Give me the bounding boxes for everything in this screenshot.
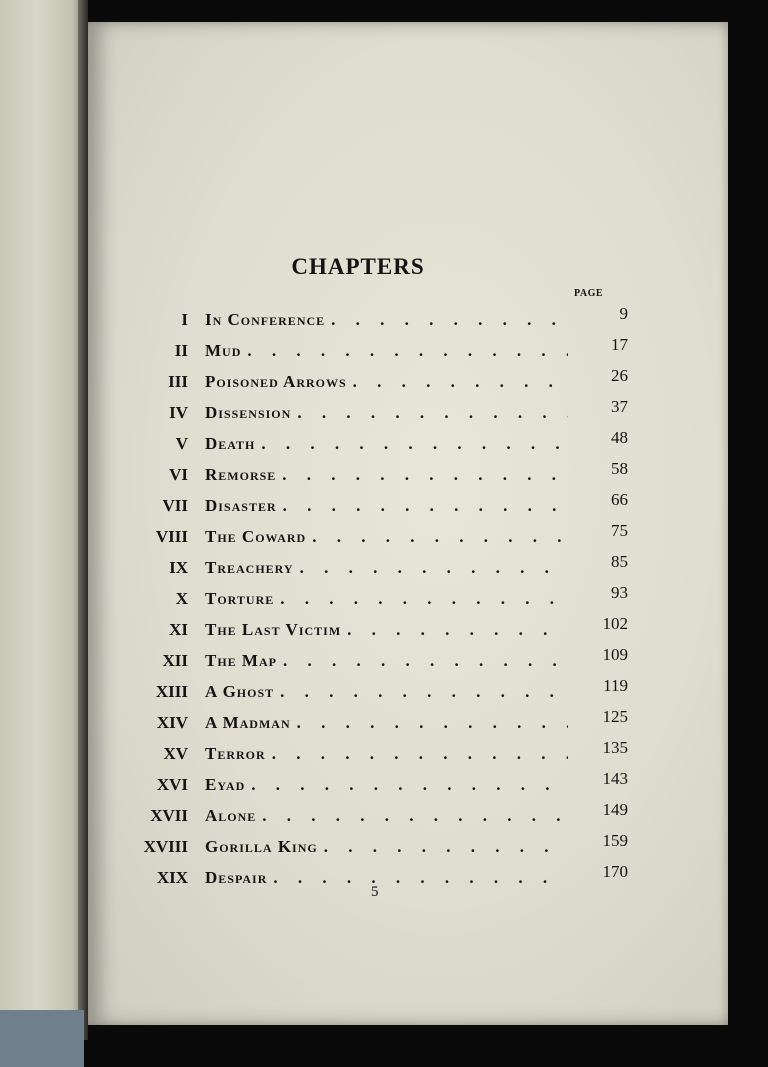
chapter-row (128, 645, 628, 676)
chapter-row (128, 769, 628, 800)
dot-leader (291, 713, 568, 733)
chapter-page: 66 (611, 490, 628, 509)
chapter-number: XIX (156, 868, 188, 887)
chapter-title-cell (205, 868, 568, 888)
chapter-page: 149 (602, 800, 628, 819)
chapter-title-cell (205, 465, 568, 485)
chapter-title: Disaster (205, 496, 277, 515)
chapter-row (128, 521, 628, 552)
chapter-title-cell (205, 713, 568, 733)
chapter-page: 17 (611, 335, 628, 354)
chapter-row (128, 800, 628, 831)
chapter-row (128, 428, 628, 459)
dot-leader (274, 589, 568, 609)
chapter-title-cell (205, 651, 568, 671)
chapter-row (128, 366, 628, 397)
chapter-page: 119 (603, 676, 628, 695)
chapter-number: III (168, 372, 188, 391)
chapter-title: Mud (205, 341, 242, 360)
chapter-row (128, 831, 628, 862)
chapter-number: XVIII (143, 837, 188, 856)
chapter-row (128, 335, 628, 366)
dot-leader (291, 403, 568, 423)
chapter-title: Gorilla King (205, 837, 318, 856)
chapter-title: Dissension (205, 403, 292, 422)
dot-leader (274, 682, 568, 702)
chapter-number: XIV (156, 713, 188, 732)
toc-heading: CHAPTERS (291, 254, 425, 279)
chapter-page: 48 (611, 428, 628, 447)
chapter-row (128, 397, 628, 428)
chapter-title: Treachery (205, 558, 294, 577)
chapter-page: 125 (602, 707, 628, 726)
chapter-page: 102 (602, 614, 628, 633)
chapter-title-cell (205, 837, 568, 857)
chapter-row (128, 614, 628, 645)
chapter-title-cell (205, 620, 568, 640)
chapter-title-cell (205, 341, 568, 361)
chapter-number: XVI (156, 775, 188, 794)
page-number: 5 (371, 884, 379, 900)
dot-leader (256, 806, 568, 826)
chapter-page: 37 (611, 397, 628, 416)
chapter-title: Death (205, 434, 256, 453)
chapter-number: V (175, 434, 188, 453)
chapter-title-cell (205, 403, 568, 423)
chapter-page: 159 (602, 831, 628, 850)
chapter-page: 135 (602, 738, 628, 757)
chapter-number: X (175, 589, 188, 608)
book-spine (0, 0, 80, 1040)
chapter-list (128, 304, 628, 893)
page-column-header: PAGE (574, 288, 604, 299)
chapter-number: XIII (155, 682, 188, 701)
chapter-row (128, 304, 628, 335)
chapter-title: Eyad (205, 775, 246, 794)
dot-leader (341, 620, 568, 640)
chapter-title: A Madman (205, 713, 291, 732)
chapter-page: 170 (602, 862, 628, 881)
dot-leader (276, 465, 568, 485)
dot-leader (277, 496, 568, 516)
chapter-title-cell (205, 372, 568, 392)
chapter-title-cell (205, 310, 568, 330)
chapter-row (128, 583, 628, 614)
chapter-number: IX (169, 558, 188, 577)
chapter-title-cell (205, 775, 568, 795)
chapter-number: VII (162, 496, 188, 515)
chapter-title-cell (205, 589, 568, 609)
page-gutter-shadow (78, 0, 88, 1040)
chapter-title-cell (205, 527, 568, 547)
dot-leader (277, 651, 568, 671)
chapter-row (128, 552, 628, 583)
chapter-title: Alone (205, 806, 257, 825)
dot-leader (294, 558, 568, 578)
chapter-title: A Ghost (205, 682, 275, 701)
chapter-number: VIII (155, 527, 188, 546)
chapter-title: The Last Victim (205, 620, 342, 639)
chapter-title: Poisoned Arrows (205, 372, 347, 391)
chapter-page: 75 (611, 521, 628, 540)
chapter-title-cell (205, 558, 568, 578)
chapter-row (128, 459, 628, 490)
dot-leader (266, 744, 568, 764)
chapter-number: XVII (150, 806, 188, 825)
chapter-row (128, 490, 628, 521)
chapter-title: The Coward (205, 527, 307, 546)
chapter-title: Torture (205, 589, 275, 608)
book-cover-edge (0, 1010, 84, 1067)
chapter-title: Remorse (205, 465, 277, 484)
chapter-title-cell (205, 496, 568, 516)
dot-leader (267, 868, 568, 888)
chapter-page: 143 (602, 769, 628, 788)
dot-leader (318, 837, 568, 857)
chapter-page: 85 (611, 552, 628, 571)
chapter-title-cell (205, 806, 568, 826)
dot-leader (241, 341, 568, 361)
chapter-title: The Map (205, 651, 277, 670)
dot-leader (325, 310, 568, 330)
chapter-page: 26 (611, 366, 628, 385)
dot-leader (245, 775, 568, 795)
chapter-page: 109 (602, 645, 628, 664)
chapter-number: XI (169, 620, 188, 639)
chapter-number: IV (169, 403, 188, 422)
chapter-number: VI (169, 465, 188, 484)
chapter-row (128, 707, 628, 738)
chapter-row (128, 676, 628, 707)
book-page (88, 22, 728, 1025)
chapter-title-cell (205, 682, 568, 702)
dot-leader (306, 527, 568, 547)
dot-leader (255, 434, 568, 454)
chapter-title: Despair (205, 868, 268, 887)
chapter-number: II (174, 341, 188, 360)
chapter-title-cell (205, 744, 568, 764)
chapter-row (128, 738, 628, 769)
chapter-page: 58 (611, 459, 628, 478)
chapter-title: In Conference (205, 310, 326, 329)
chapter-page: 9 (619, 304, 628, 323)
chapter-title-cell (205, 434, 568, 454)
chapter-number: I (181, 310, 188, 329)
chapter-number: XV (163, 744, 188, 763)
chapter-title: Terror (205, 744, 266, 763)
chapter-page: 93 (611, 583, 628, 602)
chapter-number: XII (162, 651, 188, 670)
dot-leader (347, 372, 568, 392)
